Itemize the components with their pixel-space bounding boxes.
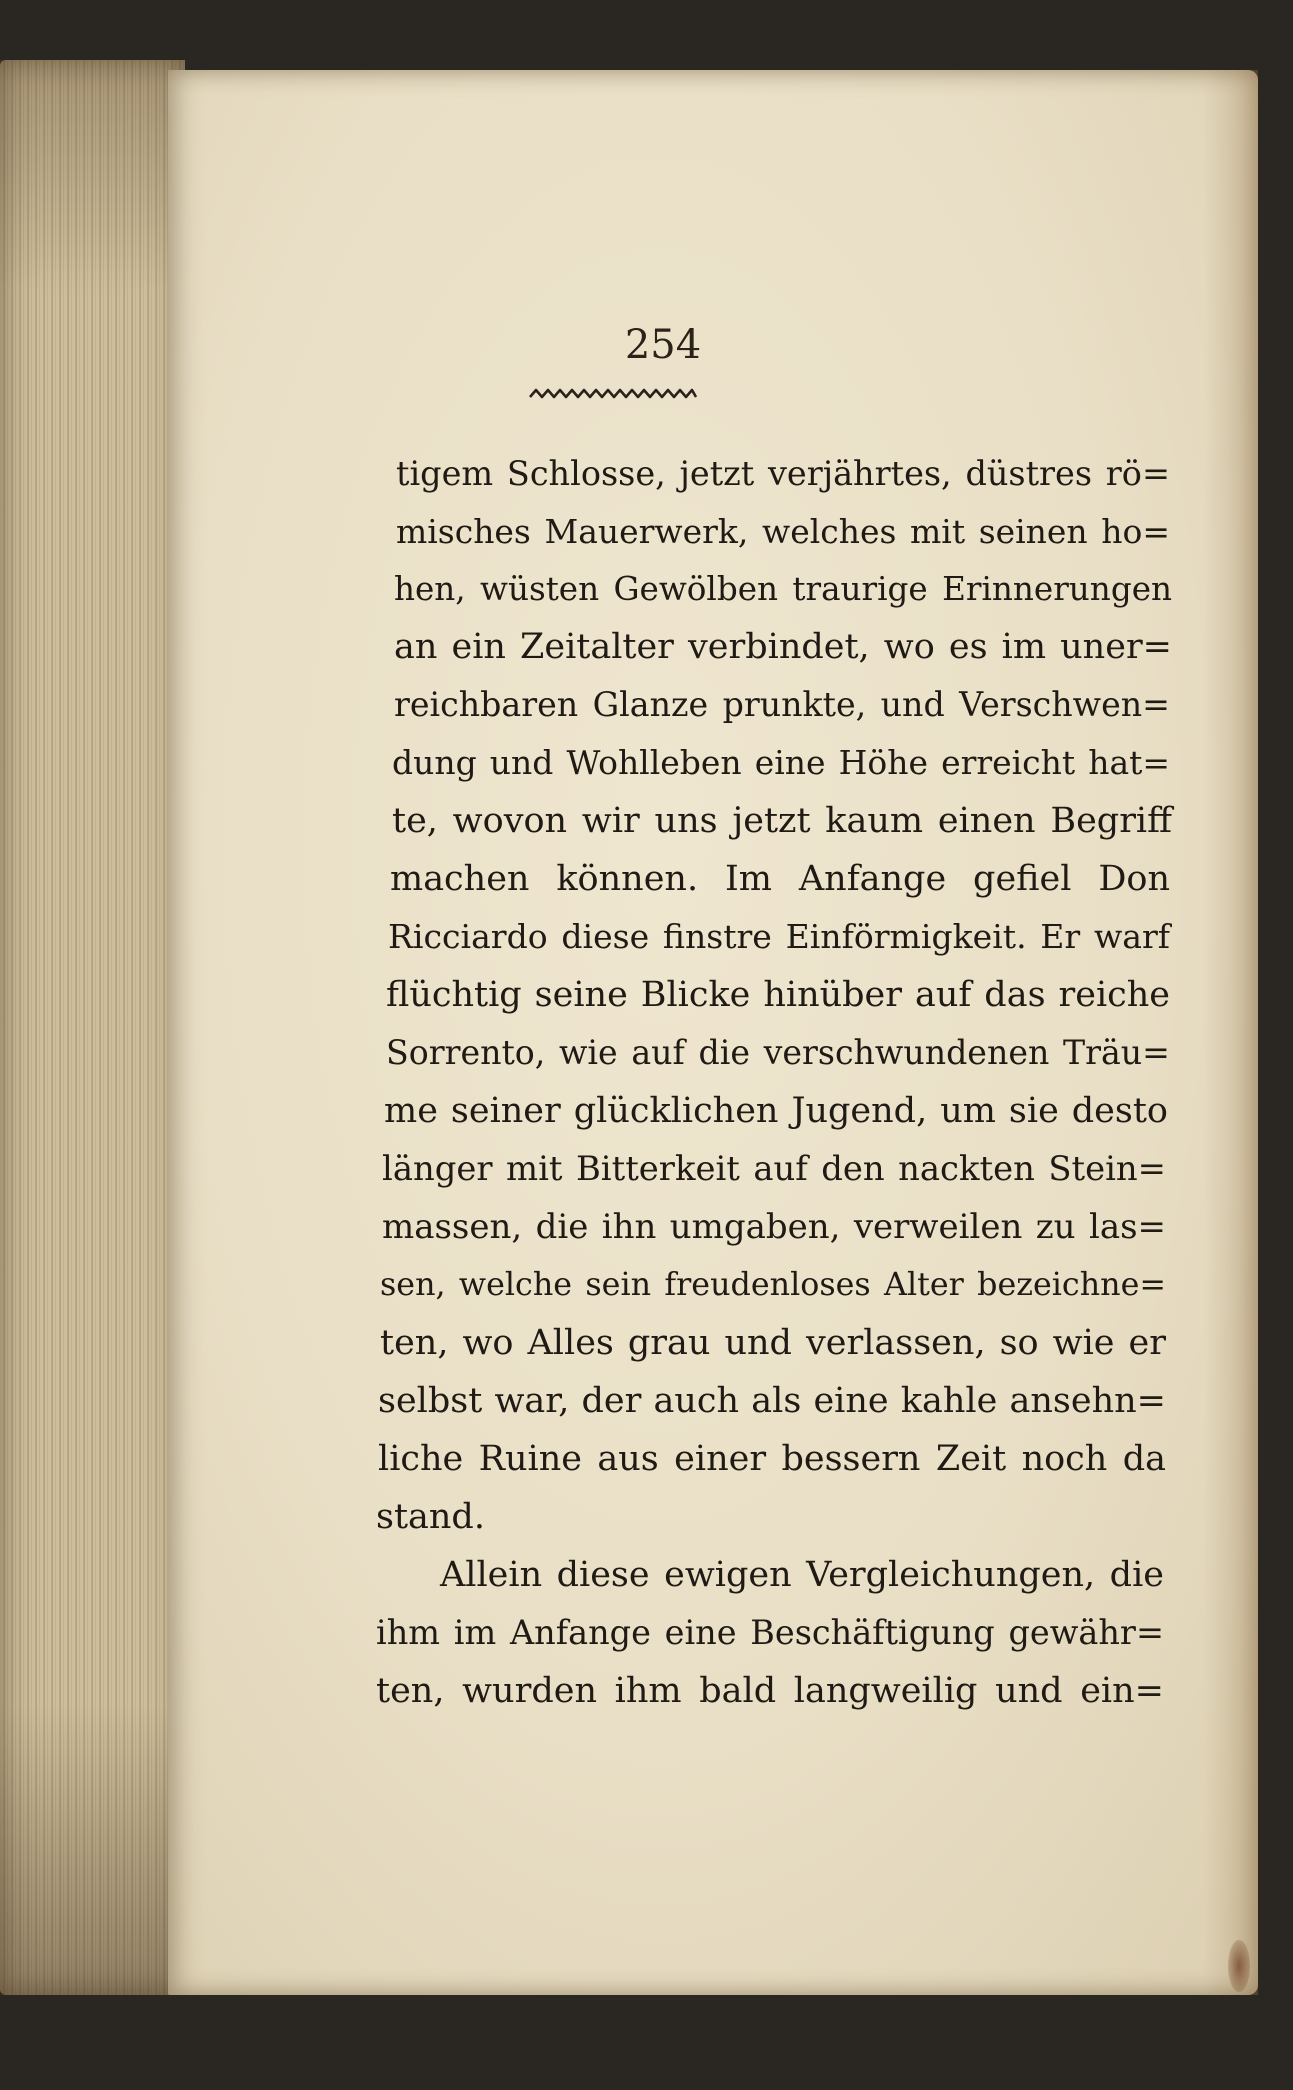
- text-line: stand.: [376, 1497, 485, 1537]
- text-line: flüchtig seine Blicke hinüber auf das reiche: [386, 975, 1170, 1015]
- text-line: Sorrento, wie auf die verschwundenen Träu=: [386, 1033, 1170, 1072]
- text-line: Allein diese ewigen Vergleichungen, die: [440, 1555, 1164, 1595]
- text-line: me seiner glücklichen Jugend, um sie desto: [384, 1091, 1168, 1131]
- text-line: liche Ruine aus einer bessern Zeit noch da: [378, 1439, 1166, 1479]
- text-line: sen, welche sein freudenloses Alter bezeichne=: [380, 1267, 1166, 1303]
- text-line: machen können. Im Anfange gefiel Don: [390, 859, 1170, 899]
- text-line: ten, wurden ihm bald langweilig und ein=: [376, 1671, 1164, 1711]
- text-line: tigem Schlosse, jetzt verjährtes, düstres rö=: [396, 454, 1170, 493]
- text-line: ihm im Anfange eine Beschäftigung gewähr=: [376, 1613, 1164, 1652]
- page-number: 254: [624, 322, 702, 368]
- text-line: länger mit Bitterkeit auf den nackten Stein=: [382, 1149, 1166, 1188]
- text-line: ten, wo Alles grau und verlassen, so wie er: [380, 1323, 1166, 1363]
- ink-stain: [1228, 1940, 1250, 1992]
- text-line: te, wovon wir uns jetzt kaum einen Begriff: [392, 801, 1172, 841]
- text-line: Ricciardo diese finstre Einförmigkeit. Er warf: [388, 917, 1170, 956]
- text-line: dung und Wohlleben eine Höhe erreicht hat=: [392, 743, 1170, 782]
- text-line: massen, die ihn umgaben, verweilen zu las=: [382, 1207, 1166, 1247]
- text-line: reichbaren Glanze prunkte, und Verschwen=: [394, 685, 1170, 724]
- page-edges: [0, 60, 185, 1995]
- text-line: selbst war, der auch als eine kahle ansehn=: [378, 1381, 1166, 1421]
- wavy-rule-ornament: [528, 385, 698, 403]
- text-line: hen, wüsten Gewölben traurige Erinnerungen: [394, 570, 1172, 608]
- text-line: misches Mauerwerk, welches mit seinen ho=: [396, 512, 1170, 551]
- text-line: an ein Zeitalter verbindet, wo es im uner=: [394, 627, 1172, 667]
